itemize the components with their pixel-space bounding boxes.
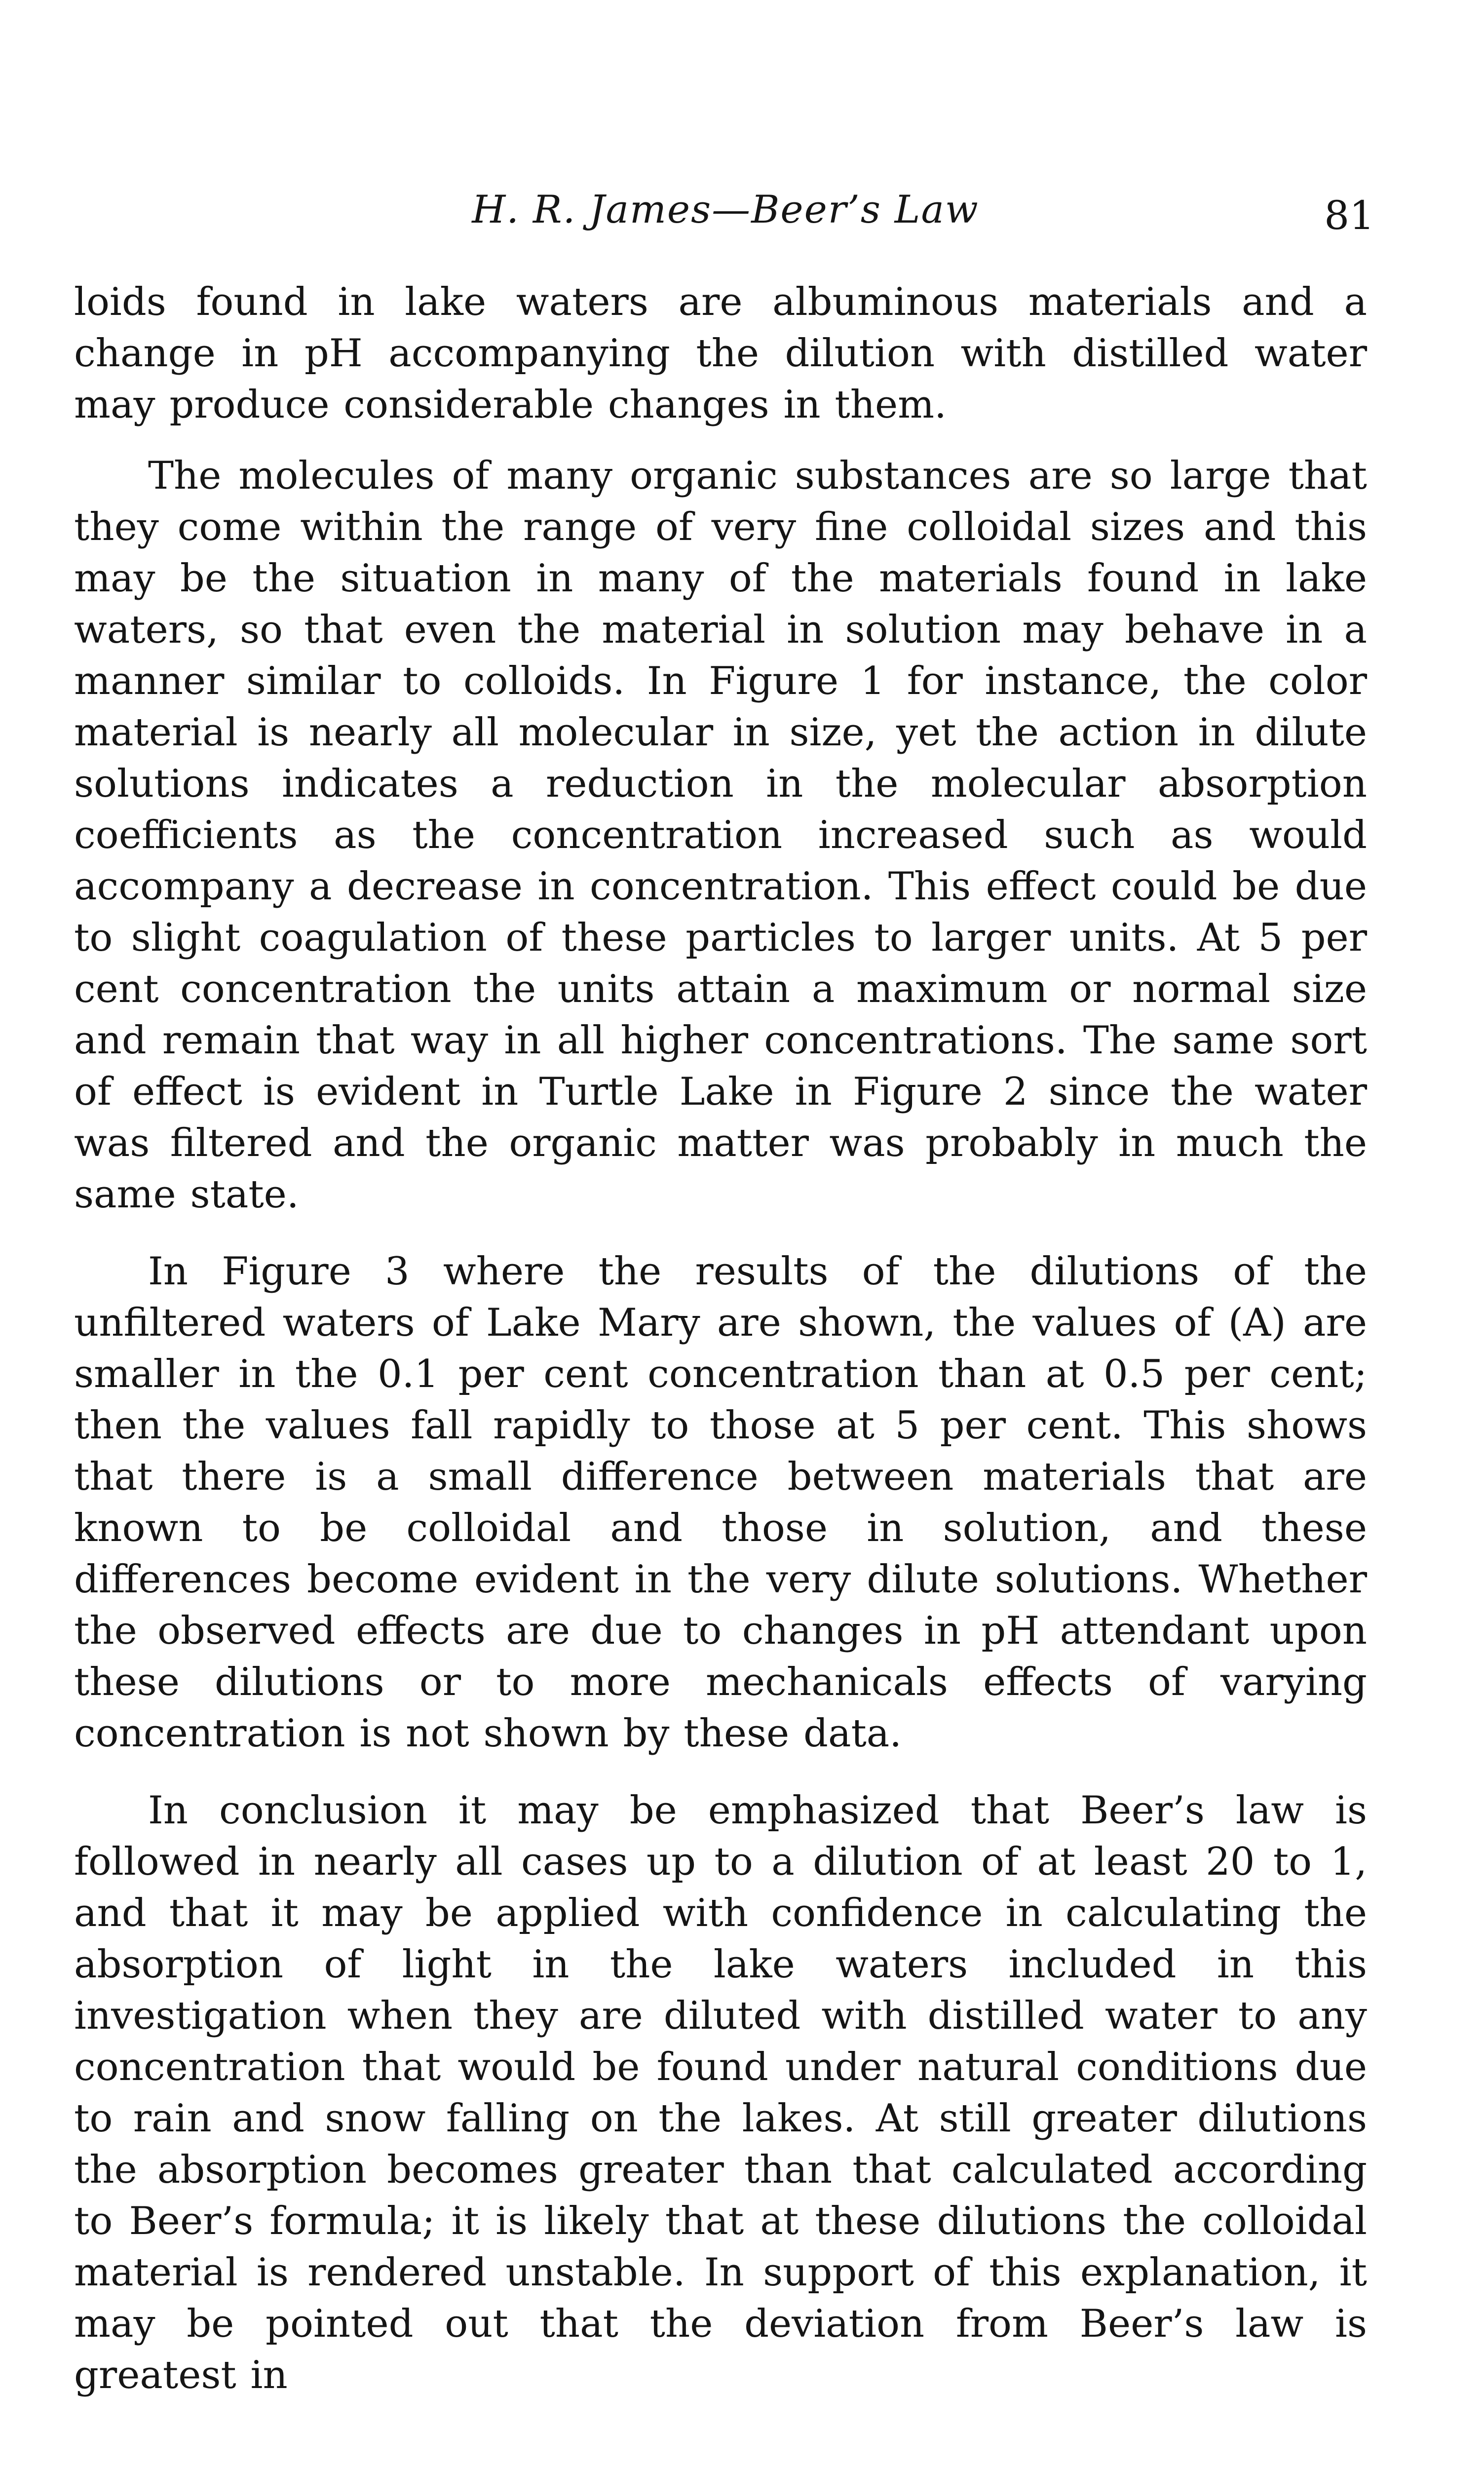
paragraph-3: In Figure 3 where the results of the dilutions of the unfiltered waters of Lake Mary are shown, the values of (A) are smaller in the 0.1 per cent concentration than at 0.5 per cent; then the values fall rapidly to those at 5 per cent. This shows that there is a small difference between materials that are known to be colloidal and those in solution, and these differences become evident in the very dilute solutions. Whether the observed effects are due to changes in pH attendant upon these dilutions or to more mechanicals effects of varying concentration is not shown by these data. bbox=[74, 1249, 1367, 1756]
paragraph-2: The molecules of many organic substances are so large that they come within the range of very fine colloidal sizes and this may be the situation in many of the materials found in lake waters, so that even the material in solution may behave in a manner similar to colloids. In Figure 1 for instance, the color material is nearly all molecular in size, yet the action in dilute solutions indicates a reduction in the molecular absorption coefficients as the concentration increased such as would accompany a decrease in concentration. This effect could be due to slight coagulation of these particles to larger units. At 5 per cent concentration the units attain a maximum or normal size and remain that way in all higher concentrations. The same sort of effect is evident in Turtle Lake in Figure 2 since the water was filtered and the organic matter was probably in much the same state. bbox=[74, 454, 1367, 1217]
body-text bbox=[74, 276, 1367, 2427]
running-title: H. R. James—Beer’s Law bbox=[472, 188, 979, 232]
page-header bbox=[64, 188, 1387, 252]
page-number: 81 bbox=[1324, 193, 1374, 238]
paragraph-1: loids found in lake waters are albuminous materials and a change in pH accompanying the dilution with distilled water may produce considerable changes in them. bbox=[74, 280, 1367, 427]
paragraph-4: In conclusion it may be emphasized that Beer’s law is followed in nearly all cases up to a dilution of at least 20 to 1, and that it may be applied with confidence in calculating the absorption of light in the lake waters included in this investigation when they are diluted with distilled water to any concentration that would be found under natural conditions due to rain and snow falling on the lakes. At still greater dilutions the absorption becomes greater than that calculated according to Beer’s formula; it is likely that at these dilutions the colloidal material is rendered unstable. In support of this explanation, it may be pointed out that the deviation from Beer’s law is greatest in bbox=[74, 1788, 1367, 2397]
